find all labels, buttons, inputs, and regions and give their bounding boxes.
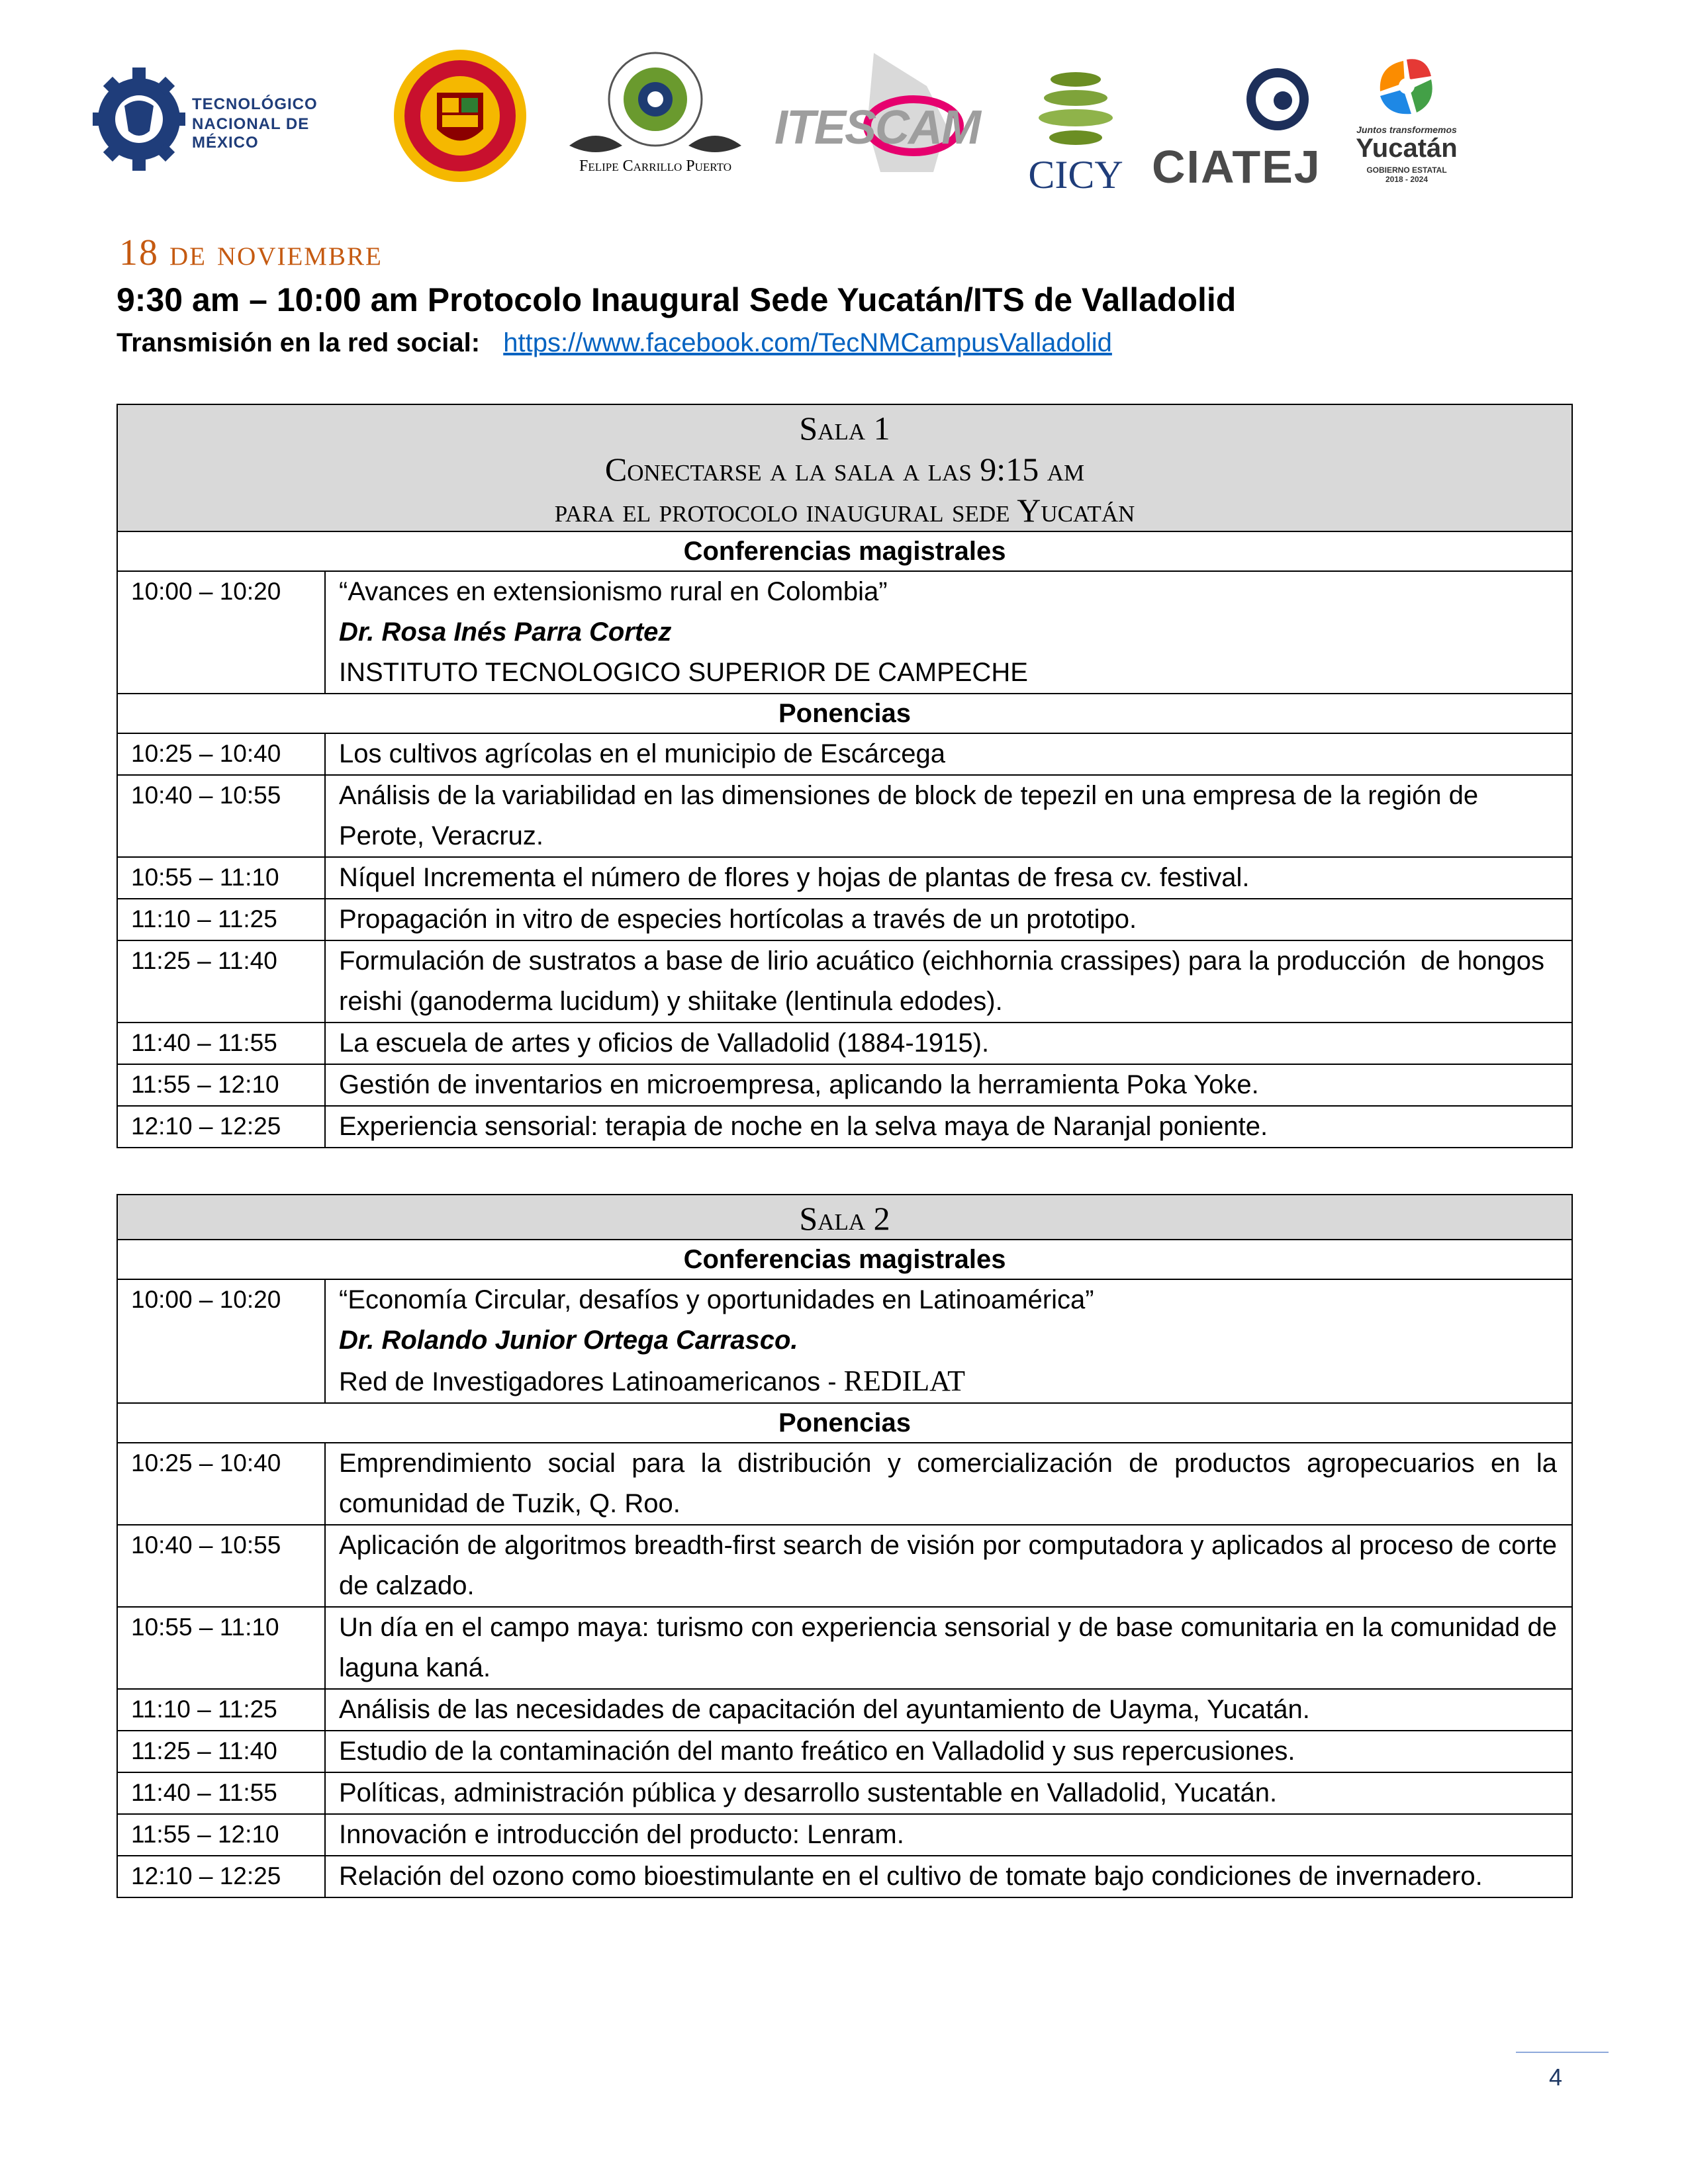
talk-title: Experiencia sensorial: terapia de noche en la selva maya de Naranjal poniente. — [325, 1106, 1572, 1148]
talk-title: La escuela de artes y oficios de Valladolid (1884-1915). — [325, 1023, 1572, 1064]
ciatej-text: CIATEJ — [1152, 141, 1321, 193]
time-slot: 12:10 – 12:25 — [117, 1856, 325, 1897]
talk-title: Níquel Incrementa el número de flores y hojas de plantas de fresa cv. festival. — [325, 857, 1572, 899]
tecnm-text-line2: NACIONAL DE MÉXICO — [192, 115, 310, 152]
sala-1-connect-note: Conectarse a la sala a las 9:15 am — [604, 451, 1085, 488]
logo-header — [93, 40, 1536, 199]
table-row — [117, 1731, 1572, 1772]
sala-1-talks-label-row — [117, 694, 1572, 733]
cicy-leaves-icon — [1019, 60, 1132, 159]
talk-title: Estudio de la contaminación del manto freático en Valladolid y sus repercusiones. — [325, 1731, 1572, 1772]
seal-icon — [391, 46, 530, 185]
time-slot: 10:00 – 10:20 — [117, 1279, 325, 1403]
sala-2-title: Sala 2 — [799, 1200, 890, 1237]
time-slot: 11:10 – 11:25 — [117, 1689, 325, 1731]
talk-title: Emprendimiento social para la distribución y comercialización de productos agropecuarios en la comunidad de Tuzik, Q. Roo. — [325, 1443, 1572, 1525]
yucatan-title: Yucatán — [1356, 134, 1458, 163]
institution-name: Red de Investigadores Latinoamericanos - — [339, 1367, 844, 1396]
yucatan-slogan: Juntos transformemos — [1356, 124, 1457, 135]
table-row — [117, 1525, 1572, 1607]
yucatan-emblem-icon — [1370, 53, 1443, 119]
tecnm-text-line1: TECNOLÓGICO — [192, 95, 318, 113]
table-row — [117, 733, 1572, 775]
table-row — [117, 1106, 1572, 1148]
talk-title: Relación del ozono como bioestimulante en el cultivo de tomate bajo condiciones de invernadero. — [325, 1856, 1572, 1897]
tecnm-gear-icon — [93, 53, 185, 185]
cicy-logo — [1019, 40, 1132, 199]
talk-title: Análisis de la variabilidad en las dimensiones de block de tepezil en una empresa de la región de Perote, Veracruz. — [325, 775, 1572, 857]
sala-2-talks-label-row — [117, 1403, 1572, 1443]
time-slot: 10:40 – 10:55 — [117, 775, 325, 857]
sala-2-header — [117, 1195, 1572, 1240]
itsva-seal-logo — [391, 40, 536, 199]
yucatan-subtitle: GOBIERNO ESTATAL — [1366, 165, 1447, 175]
time-slot: 10:00 – 10:20 — [117, 571, 325, 694]
time-slot: 10:25 – 10:40 — [117, 733, 325, 775]
keynote-label: Conferencias magistrales — [117, 531, 1572, 571]
itsfcp-text: Felipe Carrillo Puerto — [579, 158, 731, 175]
footer-rule — [1516, 2052, 1609, 2053]
keynote-label: Conferencias magistrales — [117, 1240, 1572, 1279]
talks-label: Ponencias — [117, 694, 1572, 733]
sala-2-keynote-label-row — [117, 1240, 1572, 1279]
keynote-speaker: Dr. Rosa Inés Parra Cortez — [339, 617, 672, 647]
talk-title: Innovación e introducción del producto: Lenram. — [325, 1814, 1572, 1856]
sala-1-table — [117, 404, 1573, 1148]
time-slot: 10:25 – 10:40 — [117, 1443, 325, 1525]
keynote-speaker: Dr. Rolando Junior Ortega Carrasco. — [339, 1326, 798, 1355]
talk-title: Gestión de inventarios en microempresa, aplicando la herramienta Poka Yoke. — [325, 1064, 1572, 1106]
time-slot: 11:10 – 11:25 — [117, 899, 325, 940]
yucatan-logo — [1344, 40, 1470, 199]
time-slot: 11:40 – 11:55 — [117, 1772, 325, 1814]
talk-title: Aplicación de algoritmos breadth-first search de visión por computadora y aplicados al proceso de corte de calzado. — [325, 1525, 1572, 1607]
stream-label: Transmisión en la red social: — [117, 328, 481, 357]
time-slot: 11:55 – 12:10 — [117, 1814, 325, 1856]
time-slot: 12:10 – 12:25 — [117, 1106, 325, 1148]
time-slot: 10:55 – 11:10 — [117, 1607, 325, 1689]
institution-acronym: REDILAT — [843, 1365, 965, 1397]
table-row — [117, 940, 1572, 1023]
itescam-logo — [774, 40, 986, 199]
sala-1-header — [117, 404, 1572, 531]
keynote-institution — [339, 1361, 1557, 1402]
time-slot: 11:55 – 12:10 — [117, 1064, 325, 1106]
facebook-link[interactable]: https://www.facebook.com/TecNMCampusValladolid — [503, 328, 1112, 357]
table-row — [117, 857, 1572, 899]
table-row — [117, 1279, 1572, 1403]
table-row — [117, 899, 1572, 940]
table-row — [117, 1023, 1572, 1064]
ciatej-swirl-icon — [1244, 66, 1311, 132]
table-row — [117, 1607, 1572, 1689]
date-heading: 18 de noviembre — [119, 232, 383, 273]
keynote-details — [325, 571, 1572, 694]
table-row — [117, 1689, 1572, 1731]
itsfcp-logo — [556, 40, 755, 199]
sala-2-table — [117, 1194, 1573, 1898]
table-row — [117, 1064, 1572, 1106]
stream-line — [117, 328, 1112, 358]
yucatan-years: 2018 - 2024 — [1385, 175, 1429, 184]
table-row — [117, 775, 1572, 857]
cicy-text: CICY — [1028, 153, 1123, 197]
table-row — [117, 1772, 1572, 1814]
time-slot: 11:40 – 11:55 — [117, 1023, 325, 1064]
table-row — [117, 1814, 1572, 1856]
table-row — [117, 571, 1572, 694]
talk-title: Políticas, administración pública y desarrollo sustentable en Valladolid, Yucatán. — [325, 1772, 1572, 1814]
tecnm-logo — [93, 40, 371, 199]
page-number: 4 — [1549, 2064, 1563, 2091]
talk-title: Propagación in vitro de especies hortícolas a través de un prototipo. — [325, 899, 1572, 940]
table-row — [117, 1443, 1572, 1525]
keynote-title: “Avances en extensionismo rural en Colombia” — [339, 577, 888, 606]
talk-title: Análisis de las necesidades de capacitación del ayuntamiento de Uayma, Yucatán. — [325, 1689, 1572, 1731]
sala-1-header-row — [117, 404, 1572, 531]
talks-label: Ponencias — [117, 1403, 1572, 1443]
time-slot: 11:25 – 11:40 — [117, 1731, 325, 1772]
ciatej-logo — [1152, 40, 1321, 199]
time-slot: 11:25 – 11:40 — [117, 940, 325, 1023]
talk-title: Un día en el campo maya: turismo con experiencia sensorial y de base comunitaria en la comunidad de laguna kaná. — [325, 1607, 1572, 1689]
event-title: 9:30 am – 10:00 am Protocolo Inaugural Sede Yucatán/ITS de Valladolid — [117, 281, 1237, 318]
sala-1-title: Sala 1 — [799, 410, 890, 447]
keynote-title: “Economía Circular, desafíos y oportunidades en Latinoamérica” — [339, 1285, 1094, 1314]
sala-1-protocol-note: para el protocolo inaugural sede Yucatán — [554, 492, 1135, 529]
time-slot: 10:40 – 10:55 — [117, 1525, 325, 1607]
keynote-details — [325, 1279, 1572, 1403]
keynote-institution: INSTITUTO TECNOLOGICO SUPERIOR DE CAMPECHE — [339, 658, 1028, 687]
talk-title: Formulación de sustratos a base de lirio acuático (eichhornia crassipes) para la producción de hongos reishi (ganoderma lucidum) y shiitake (lentinula edodes). — [325, 940, 1572, 1023]
table-row — [117, 1856, 1572, 1897]
sala-2-header-row — [117, 1195, 1572, 1240]
time-slot: 10:55 – 11:10 — [117, 857, 325, 899]
sala-1-keynote-label-row — [117, 531, 1572, 571]
talk-title: Los cultivos agrícolas en el municipio de Escárcega — [325, 733, 1572, 775]
itescam-text: ITESCAM — [774, 101, 980, 154]
